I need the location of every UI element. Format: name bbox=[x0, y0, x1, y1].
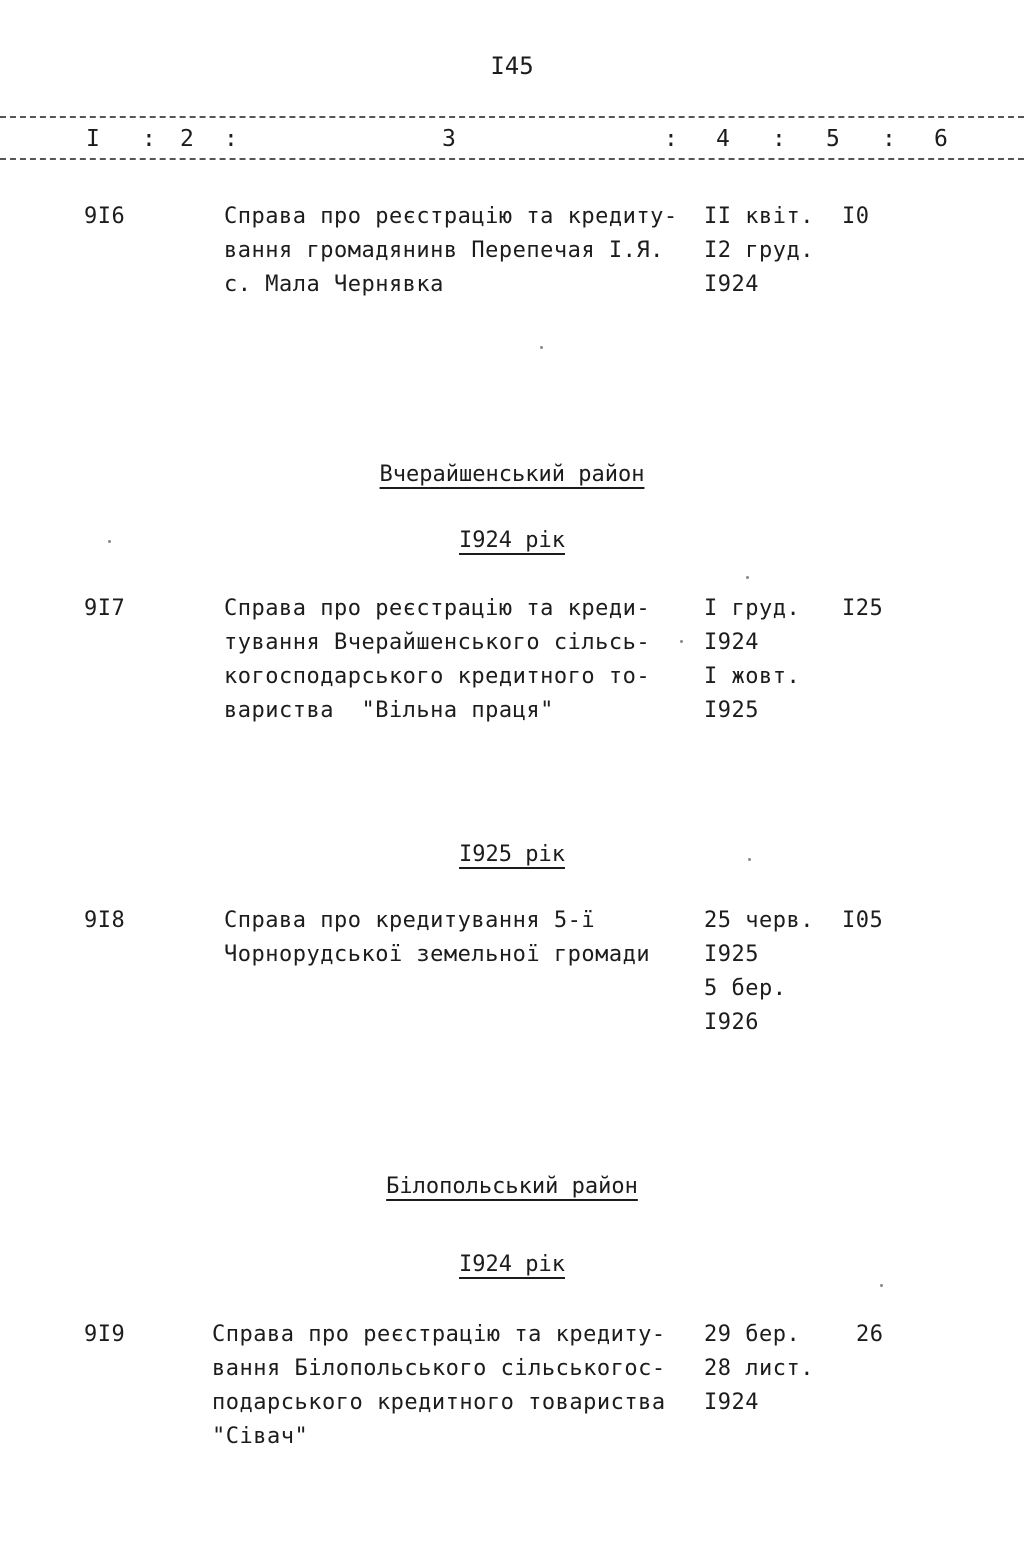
page-number: I45 bbox=[490, 52, 534, 80]
entry-date-line: I924 bbox=[704, 630, 759, 655]
scan-speck bbox=[680, 640, 683, 643]
district-heading: Білопольський район bbox=[386, 1174, 638, 1199]
entry-description-line: вання Білопольського сільськогос- bbox=[212, 1356, 666, 1381]
entry-description-line: тування Вчерайшенського сільсь- bbox=[224, 630, 651, 655]
column-separator: : bbox=[664, 126, 678, 152]
entry-description-line: подарського кредитного товариства bbox=[212, 1390, 666, 1415]
entry-date-line: 5 бер. bbox=[704, 976, 787, 1001]
scan-speck bbox=[748, 858, 751, 861]
year-heading: I925 рік bbox=[459, 842, 565, 867]
column-header-2: 2 bbox=[180, 126, 194, 152]
column-separator: : bbox=[142, 126, 156, 152]
header-top-rule bbox=[0, 116, 1024, 118]
entry-date-line: I2 груд. bbox=[704, 238, 814, 263]
entry-number: 9I8 bbox=[84, 908, 126, 933]
district-heading: Вчерайшенський район bbox=[379, 462, 645, 487]
entry-number: 9I7 bbox=[84, 596, 126, 621]
scan-speck bbox=[108, 540, 111, 543]
entry-description-line: с. Мала Чернявка bbox=[224, 272, 444, 297]
column-separator: : bbox=[882, 126, 896, 152]
scan-speck bbox=[746, 576, 749, 579]
entry-description-line: вання громадянинв Перепечая І.Я. bbox=[224, 238, 664, 263]
column-header-4: 4 bbox=[716, 126, 730, 152]
entry-date-line: I груд. bbox=[704, 596, 801, 621]
scan-speck bbox=[880, 1284, 883, 1287]
entry-date-line: I924 bbox=[704, 272, 759, 297]
entry-date-line: I жовт. bbox=[704, 664, 801, 689]
entry-date-line: II квіт. bbox=[704, 204, 814, 229]
scan-speck bbox=[540, 346, 543, 349]
entry-number: 9I6 bbox=[84, 204, 126, 229]
column-header-5: 5 bbox=[826, 126, 840, 152]
entry-sheet-count: I0 bbox=[842, 204, 870, 229]
column-header-6: 6 bbox=[934, 126, 948, 152]
entry-date-line: 25 черв. bbox=[704, 908, 814, 933]
entry-description-line: "Сівач" bbox=[212, 1424, 309, 1449]
column-header-1: I bbox=[86, 126, 100, 152]
year-heading: I924 рік bbox=[459, 1252, 565, 1277]
entry-description-line: Чорнорудської земельної громади bbox=[224, 942, 651, 967]
entry-description-line: Справа про кредитування 5-ї bbox=[224, 908, 596, 933]
column-separator: : bbox=[224, 126, 238, 152]
column-header-3: 3 bbox=[442, 126, 456, 152]
entry-sheet-count: 26 bbox=[856, 1322, 884, 1347]
entry-date-line: I925 bbox=[704, 698, 759, 723]
entry-description-line: когосподарського кредитного то- bbox=[224, 664, 651, 689]
entry-description-line: Справа про реєстрацію та кредиту- bbox=[224, 204, 678, 229]
entry-description-line: Справа про реєстрацію та креди- bbox=[224, 596, 651, 621]
entry-date-line: I926 bbox=[704, 1010, 759, 1035]
entry-date-line: I925 bbox=[704, 942, 759, 967]
entry-sheet-count: I05 bbox=[842, 908, 884, 933]
entry-date-line: I924 bbox=[704, 1390, 759, 1415]
entry-date-line: 29 бер. bbox=[704, 1322, 801, 1347]
entry-sheet-count: I25 bbox=[842, 596, 884, 621]
header-bottom-rule bbox=[0, 158, 1024, 160]
entry-description-line: вариства "Вільна праця" bbox=[224, 698, 554, 723]
year-heading: I924 рік bbox=[459, 528, 565, 553]
column-separator: : bbox=[772, 126, 786, 152]
entry-description-line: Справа про реєстрацію та кредиту- bbox=[212, 1322, 666, 1347]
entry-number: 9I9 bbox=[84, 1322, 126, 1347]
entry-date-line: 28 лист. bbox=[704, 1356, 814, 1381]
